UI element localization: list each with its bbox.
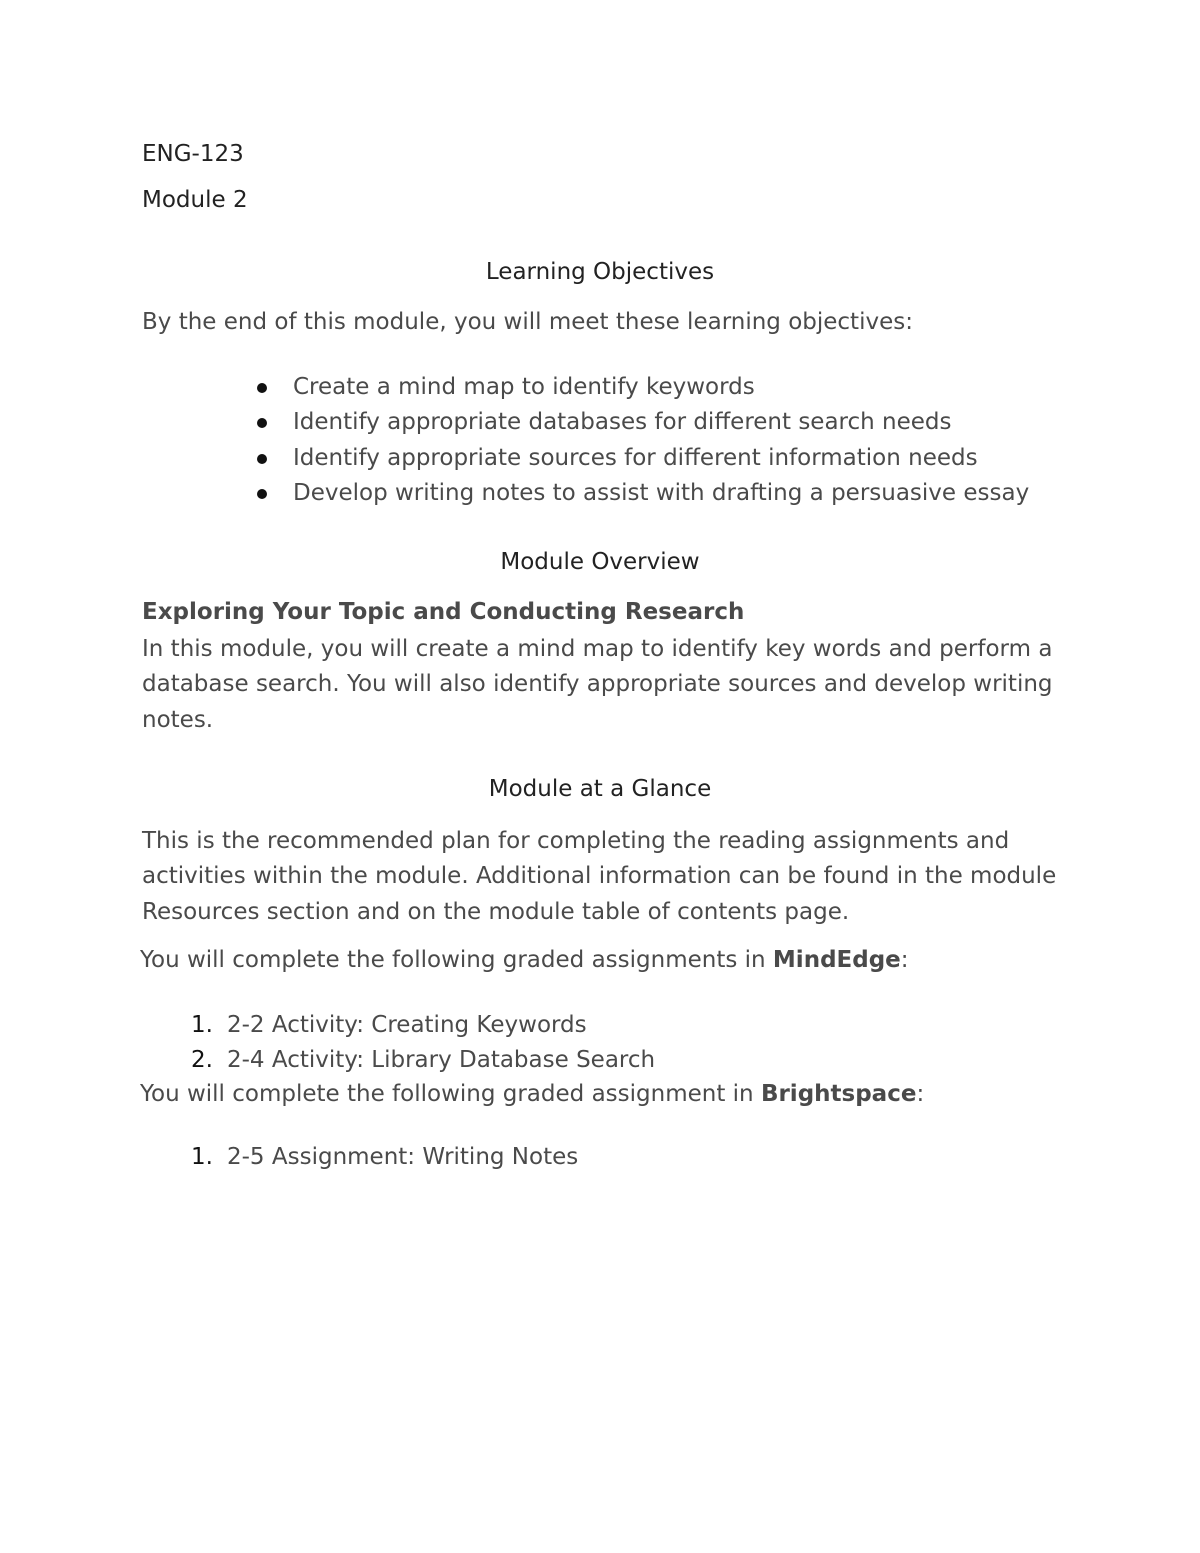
assignment-label: 2-5 Assignment: Writing Notes (227, 1144, 579, 1170)
module-at-a-glance-heading: Module at a Glance (488, 776, 712, 802)
mindedge-assignments-intro (140, 947, 909, 973)
module-at-a-glance-body: This is the recommended plan for completing the reading assignments and activities within the module. Additional information can be found in the module Resources section and on the module table of contents page. (142, 828, 1057, 925)
brightspace-suffix: : (916, 1081, 925, 1107)
assignment-label: 2-2 Activity: Creating Keywords (227, 1012, 587, 1038)
mindedge-assignments-list (191, 1008, 655, 1078)
objective-text: Identify appropriate sources for different information needs (293, 444, 978, 471)
brightspace-platform: Brightspace (760, 1081, 917, 1107)
objective-text: Create a mind map to identify keywords (293, 374, 755, 400)
list-item (191, 1140, 578, 1175)
learning-objectives-heading: Learning Objectives (485, 259, 715, 285)
mindedge-platform: MindEdge (772, 947, 901, 973)
bullet-icon (257, 418, 267, 428)
brightspace-assignments-intro (140, 1081, 924, 1107)
mindedge-suffix: : (900, 947, 909, 973)
assignment-label: 2-4 Activity: Library Database Search (227, 1047, 656, 1073)
brightspace-prefix: You will complete the following graded assignment in (140, 1081, 761, 1107)
list-number: 1. (191, 1012, 213, 1038)
module-number: Module 2 (142, 187, 248, 213)
brightspace-assignments-list (191, 1140, 578, 1175)
course-code: ENG-123 (142, 141, 244, 167)
list-item (256, 405, 1029, 440)
learning-objectives-list (256, 370, 1029, 511)
list-item (256, 441, 1029, 476)
list-number: 2. (191, 1047, 213, 1073)
module-overview-heading: Module Overview (500, 549, 700, 575)
list-item (191, 1008, 655, 1043)
bullet-icon (257, 383, 267, 393)
bullet-icon (257, 454, 267, 464)
module-overview-body: In this module, you will create a mind map to identify key words and perform a database search. You will also identify appropriate sources and develop writing notes. (142, 636, 1053, 733)
module-overview-subheading: Exploring Your Topic and Conducting Research (142, 599, 745, 625)
learning-objectives-intro: By the end of this module, you will meet these learning objectives: (142, 309, 913, 335)
bullet-icon (257, 489, 267, 499)
list-item (191, 1043, 655, 1078)
list-item (256, 476, 1029, 511)
objective-text: Develop writing notes to assist with drafting a persuasive essay (293, 479, 1030, 506)
list-number: 1. (191, 1144, 213, 1170)
objective-text: Identify appropriate databases for different search needs (293, 409, 952, 436)
list-item (256, 370, 1029, 405)
mindedge-prefix: You will complete the following graded assignments in (140, 947, 773, 973)
